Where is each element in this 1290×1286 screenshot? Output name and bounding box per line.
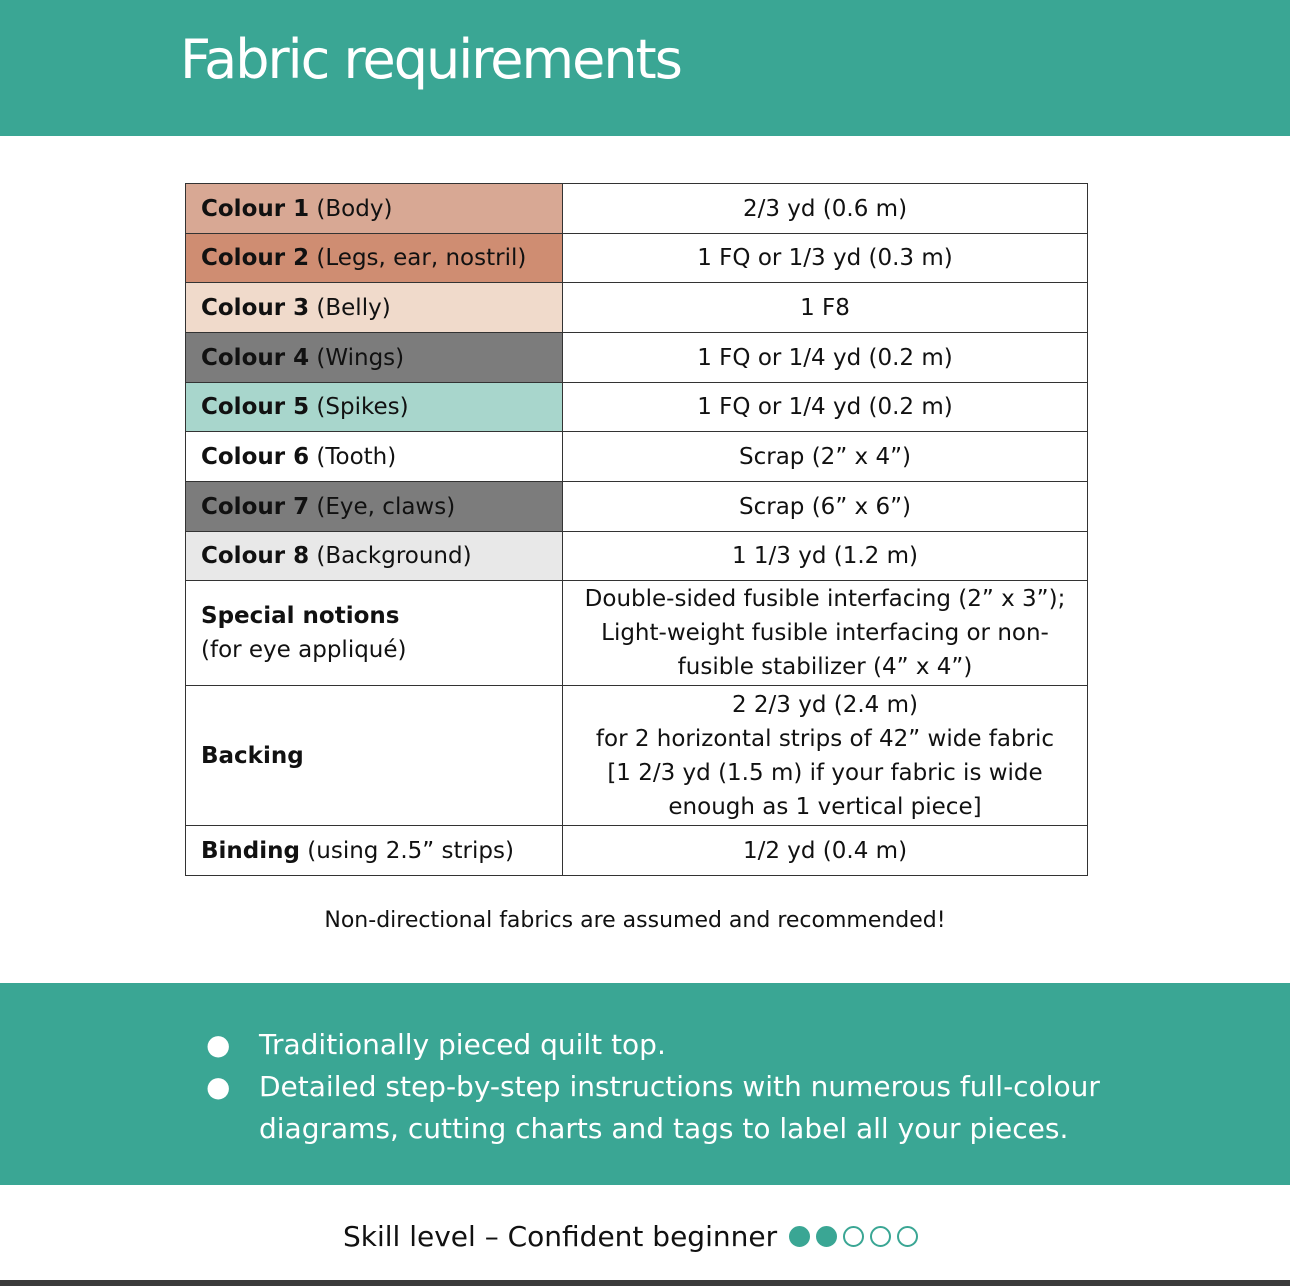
colour-swatch-cell (186, 482, 563, 532)
bottom-bar (0, 1280, 1290, 1286)
fabric-amount: 1 FQ or 1/3 yd (0.3 m) (563, 234, 1088, 283)
table-row (186, 383, 1088, 432)
colour-name: Colour 7 (201, 493, 310, 520)
backing-line: [1 2/3 yd (1.5 m) if your fabric is wide (607, 759, 1043, 786)
fabric-requirements-table (185, 183, 1088, 876)
backing-value (563, 686, 1088, 826)
binding-detail: (using 2.5” strips) (299, 837, 514, 864)
skill-level-rating (789, 1226, 924, 1247)
skill-dot-empty-icon (870, 1226, 891, 1247)
backing-line: for 2 horizontal strips of 42” wide fabric (595, 725, 1055, 752)
bullet-icon: ● (206, 1028, 231, 1061)
skill-level-text: Skill level – Confident beginner (343, 1219, 778, 1253)
skill-dot-filled-icon (789, 1226, 810, 1247)
colour-name: Colour 4 (201, 344, 310, 371)
fabric-note: Non-directional fabrics are assumed and recommended! (324, 908, 946, 933)
colour-usage: (Spikes) (309, 394, 409, 420)
colour-name: Colour 8 (201, 543, 310, 569)
table-row (186, 333, 1088, 383)
colour-name: Colour 6 (201, 443, 310, 470)
feature-item (204, 1024, 1164, 1066)
special-notions-line: fusible stabilizer (4” x 4”) (677, 654, 973, 680)
table-row-binding (186, 826, 1088, 876)
colour-usage: (Background) (309, 543, 472, 569)
special-notions-line: Double-sided fusible interfacing (2” x 3”); (584, 586, 1066, 612)
skill-dot-empty-icon (897, 1226, 918, 1247)
fabric-amount: Scrap (2” x 4”) (563, 432, 1088, 482)
special-notions-label (186, 581, 563, 686)
skill-dot-filled-icon (816, 1226, 837, 1247)
colour-usage: (Wings) (309, 344, 405, 371)
features-list (204, 1024, 1164, 1150)
table-row (186, 482, 1088, 532)
backing-label: Backing (186, 686, 563, 826)
special-notions-value (563, 581, 1088, 686)
colour-swatch-cell (186, 184, 563, 234)
backing-line: 2 2/3 yd (2.4 m) (731, 691, 919, 718)
table-row (186, 532, 1088, 581)
fabric-amount: 1 1/3 yd (1.2 m) (563, 532, 1088, 581)
binding-label (186, 826, 563, 876)
backing-line: enough as 1 vertical piece] (668, 793, 982, 820)
bullet-icon: ● (206, 1070, 231, 1103)
colour-usage: (Tooth) (309, 443, 397, 470)
colour-swatch-cell (186, 532, 563, 581)
colour-swatch-cell (186, 283, 563, 333)
feature-text: Detailed step-by-step instructions with numerous full-colour diagrams, cutting charts and tags to label all your pieces. (259, 1070, 1100, 1145)
header-band (0, 0, 1290, 136)
table-row-backing (186, 686, 1088, 826)
table-row (186, 432, 1088, 482)
colour-usage: (Belly) (309, 294, 391, 321)
colour-name: Colour 3 (201, 294, 310, 321)
special-notions-subtitle: (for eye appliqué) (201, 637, 407, 663)
colour-name: Colour 2 (201, 245, 310, 271)
feature-item (204, 1066, 1164, 1150)
fabric-amount: Scrap (6” x 6”) (563, 482, 1088, 532)
special-notions-line: Light-weight fusible interfacing or non- (601, 620, 1049, 646)
colour-name: Colour 5 (201, 394, 310, 420)
colour-usage: (Legs, ear, nostril) (309, 245, 527, 271)
feature-text: Traditionally pieced quilt top. (259, 1028, 666, 1061)
special-notions-title: Special notions (201, 603, 400, 629)
table-row-special-notions (186, 581, 1088, 686)
colour-usage: (Eye, claws) (309, 493, 456, 520)
fabric-amount: 1 F8 (563, 283, 1088, 333)
colour-swatch-cell (186, 234, 563, 283)
binding-title: Binding (201, 837, 300, 864)
colour-swatch-cell (186, 333, 563, 383)
table-row (186, 184, 1088, 234)
colour-usage: (Body) (309, 195, 393, 222)
colour-swatch-cell (186, 383, 563, 432)
binding-value: 1/2 yd (0.4 m) (563, 826, 1088, 876)
fabric-amount: 2/3 yd (0.6 m) (563, 184, 1088, 234)
skill-dot-empty-icon (843, 1226, 864, 1247)
table-row (186, 283, 1088, 333)
fabric-amount: 1 FQ or 1/4 yd (0.2 m) (563, 333, 1088, 383)
colour-swatch-cell (186, 432, 563, 482)
colour-name: Colour 1 (201, 195, 310, 222)
table-row (186, 234, 1088, 283)
skill-level (343, 1214, 924, 1258)
page-title: Fabric requirements (180, 28, 681, 91)
fabric-amount: 1 FQ or 1/4 yd (0.2 m) (563, 383, 1088, 432)
